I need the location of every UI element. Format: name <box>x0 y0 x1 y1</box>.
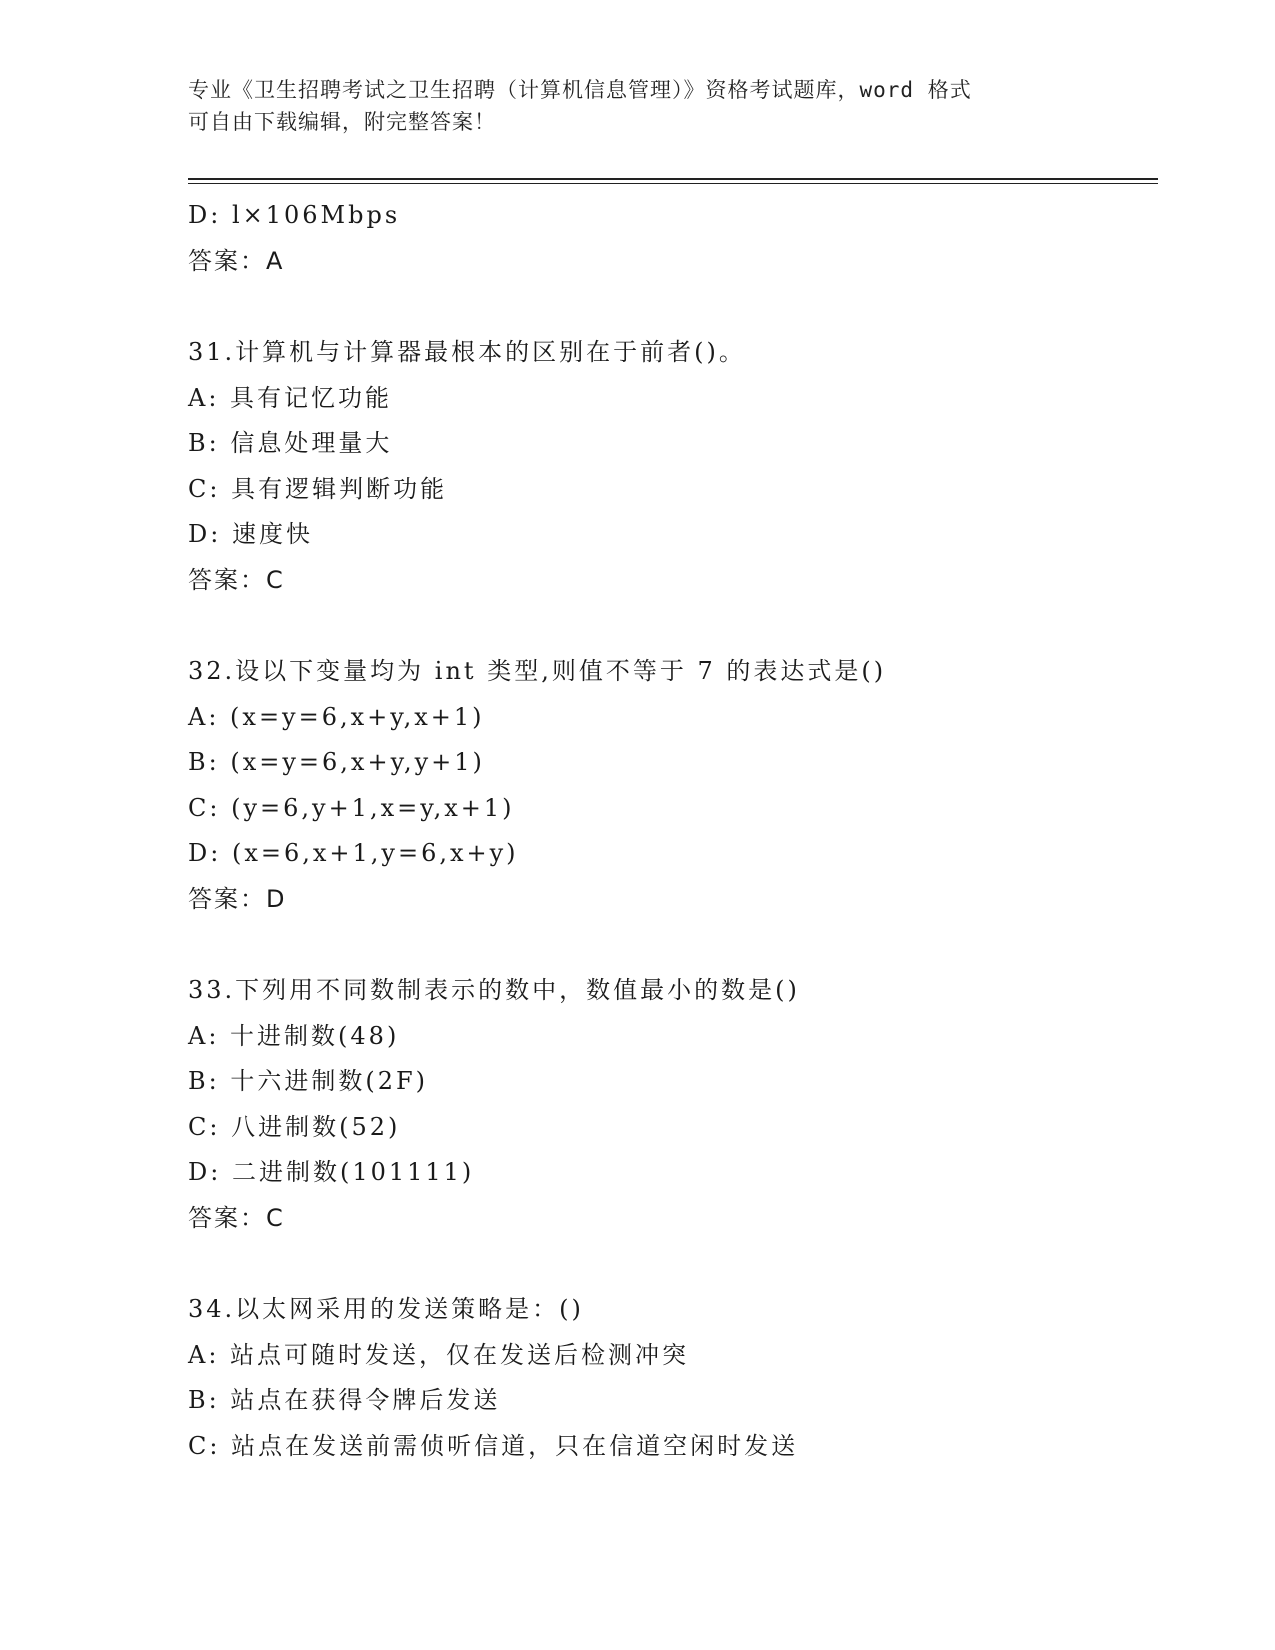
option-c: C: (y=6,y+1,x=y,x+1) <box>188 793 515 822</box>
question-32 <box>188 649 1148 922</box>
option-d: D: 二进制数(101111) <box>188 1158 475 1186</box>
question-33 <box>188 968 1148 1241</box>
answer: 答案：C <box>188 1203 285 1232</box>
option-b: B: 信息处理量大 <box>188 429 393 457</box>
header-line-1: 专业《卫生招聘考试之卫生招聘（计算机信息管理）》资格考试题库，word 格式 <box>188 78 972 102</box>
document-header <box>188 74 1088 138</box>
option-b: B: 十六进制数(2F) <box>188 1067 428 1095</box>
header-divider-thin <box>188 183 1158 184</box>
option-b: B: (x=y=6,x+y,y+1) <box>188 748 485 776</box>
question-stem: 33.下列用不同数制表示的数中，数值最小的数是() <box>188 976 800 1004</box>
question-34 <box>188 1287 1148 1469</box>
header-divider <box>188 178 1158 180</box>
option-a: A: (x=y=6,x+y,x+1) <box>188 702 485 731</box>
option-d: D: 速度快 <box>188 520 313 548</box>
option-c: C: 站点在发送前需侦听信道，只在信道空闲时发送 <box>188 1431 799 1460</box>
question-31 <box>188 330 1148 603</box>
previous-option-d: D: l×106Mbps <box>188 201 401 229</box>
header-line-2: 可自由下载编辑，附完整答案！ <box>188 110 496 134</box>
option-b: B: 站点在获得令牌后发送 <box>188 1386 501 1414</box>
question-stem: 32.设以下变量均为 int 类型,则值不等于 7 的表达式是() <box>188 657 887 685</box>
question-list <box>188 193 1148 1469</box>
previous-answer: 答案：A <box>188 246 285 275</box>
question-stem: 34.以太网采用的发送策略是：() <box>188 1295 584 1323</box>
answer: 答案：D <box>188 884 287 913</box>
option-a: A: 站点可随时发送，仅在发送后检测冲突 <box>188 1340 690 1369</box>
question-stem: 31.计算机与计算器最根本的区别在于前者()。 <box>188 338 746 366</box>
option-c: C: 具有逻辑判断功能 <box>188 474 448 503</box>
option-a: A: 十进制数(48) <box>188 1021 400 1050</box>
answer: 答案：C <box>188 565 285 594</box>
option-d: D: (x=6,x+1,y=6,x+y) <box>188 839 519 867</box>
option-a: A: 具有记忆功能 <box>188 383 393 412</box>
option-c: C: 八进制数(52) <box>188 1112 401 1141</box>
